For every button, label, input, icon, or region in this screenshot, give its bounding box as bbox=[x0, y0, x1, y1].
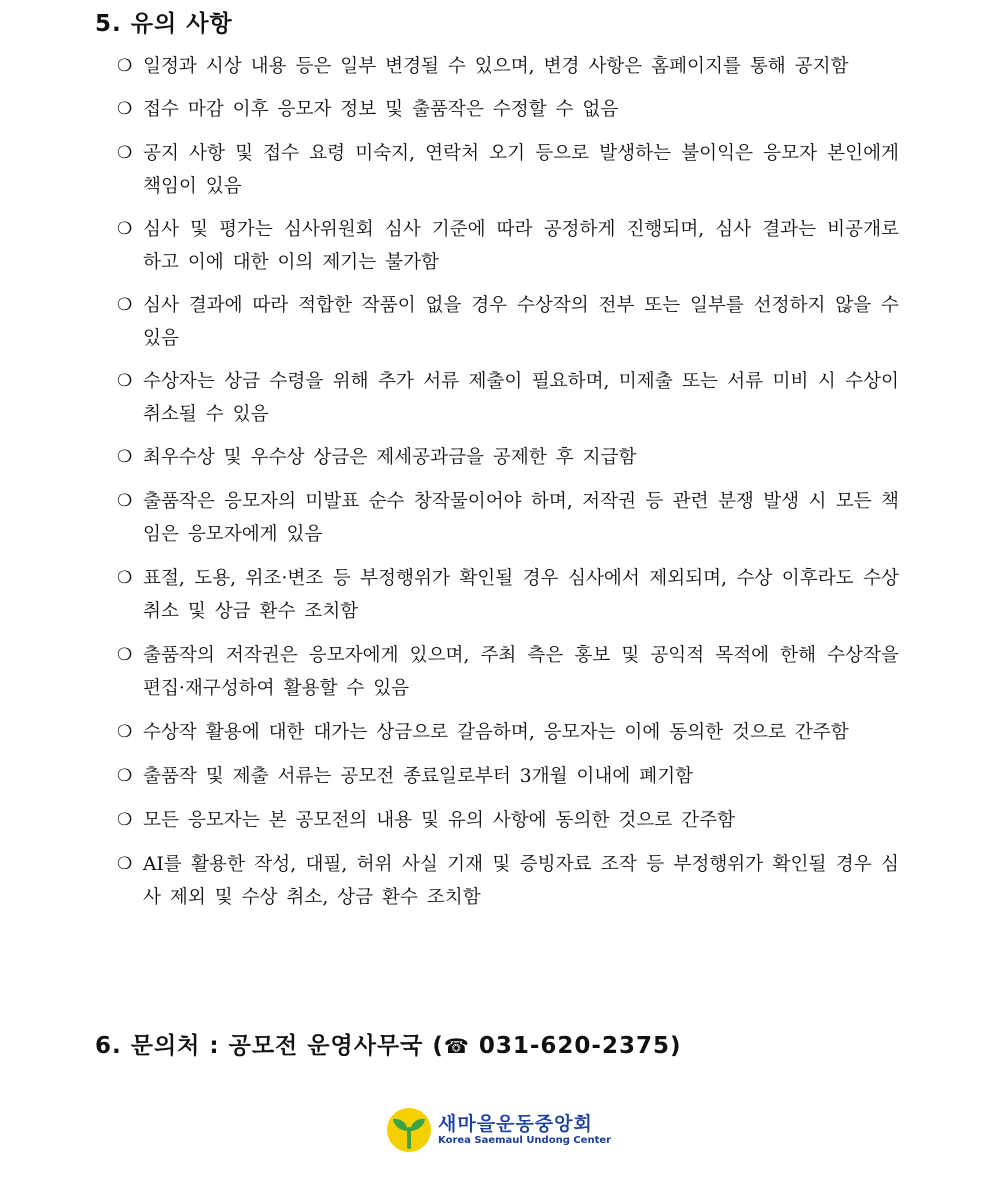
bullet-icon: ❍ bbox=[117, 295, 133, 315]
contact-heading bbox=[95, 1027, 681, 1060]
note-text: 모든 응모자는 본 공모전의 내용 및 유의 사항에 동의한 것으로 간주함 bbox=[143, 810, 736, 831]
note-item bbox=[117, 562, 899, 628]
note-text: 수상자는 상금 수령을 위해 추가 서류 제출이 필요하며, 미제출 또는 서류 미비 시 수상이 취소될 수 있음 bbox=[143, 371, 899, 425]
bullet-icon: ❍ bbox=[117, 568, 133, 588]
note-item bbox=[117, 760, 899, 793]
bullet-icon: ❍ bbox=[117, 371, 133, 391]
logo-text bbox=[438, 1113, 611, 1147]
saemaul-emblem-icon bbox=[386, 1107, 432, 1153]
contact-close: ) bbox=[669, 1033, 682, 1059]
note-item bbox=[117, 441, 899, 474]
note-text: 표절, 도용, 위조·변조 등 부정행위가 확인될 경우 심사에서 제외되며, 수상 이후라도 수상 취소 및 상금 환수 조치함 bbox=[143, 568, 899, 622]
phone-icon: ☎ bbox=[443, 1034, 470, 1058]
bullet-icon: ❍ bbox=[117, 447, 133, 467]
notes-heading: 5. 유의 사항 bbox=[95, 11, 233, 37]
contact-phone: 031-620-2375 bbox=[478, 1033, 670, 1059]
bullet-icon: ❍ bbox=[117, 219, 133, 239]
note-text: 일정과 시상 내용 등은 일부 변경될 수 있으며, 변경 사항은 홈페이지를 통해 공지함 bbox=[143, 56, 849, 77]
note-item bbox=[117, 639, 899, 705]
contact-label: 6. 문의처 : 공모전 운영사무국 ( bbox=[95, 1033, 444, 1059]
bullet-icon: ❍ bbox=[117, 56, 133, 76]
note-text: AI를 활용한 작성, 대필, 허위 사실 기재 및 증빙자료 조작 등 부정행위가 확인될 경우 심사 제외 및 수상 취소, 상금 환수 조치함 bbox=[143, 854, 899, 908]
note-text: 출품작은 응모자의 미발표 순수 창작물이어야 하며, 저작권 등 관련 분쟁 발생 시 모든 책임은 응모자에게 있음 bbox=[143, 491, 899, 545]
bullet-icon: ❍ bbox=[117, 491, 133, 511]
note-text: 수상작 활용에 대한 대가는 상금으로 갈음하며, 응모자는 이에 동의한 것으로 간주함 bbox=[143, 722, 849, 743]
bullet-icon: ❍ bbox=[117, 854, 133, 874]
note-item bbox=[117, 289, 899, 355]
note-item bbox=[117, 716, 899, 749]
note-text: 공지 사항 및 접수 요령 미숙지, 연락처 오기 등으로 발생하는 불이익은 응모자 본인에게 책임이 있음 bbox=[143, 143, 899, 197]
note-text: 출품작 및 제출 서류는 공모전 종료일로부터 3개월 이내에 폐기함 bbox=[143, 766, 694, 787]
notes-list bbox=[117, 50, 899, 925]
bullet-icon: ❍ bbox=[117, 99, 133, 119]
note-text: 심사 결과에 따라 적합한 작품이 없을 경우 수상작의 전부 또는 일부를 선정하지 않을 수 있음 bbox=[143, 295, 899, 349]
note-item bbox=[117, 804, 899, 837]
bullet-icon: ❍ bbox=[117, 722, 133, 742]
note-item bbox=[117, 848, 899, 914]
bullet-icon: ❍ bbox=[117, 143, 133, 163]
note-item bbox=[117, 137, 899, 203]
logo-name-en: Korea Saemaul Undong Center bbox=[438, 1135, 612, 1146]
note-text: 접수 마감 이후 응모자 정보 및 출품작은 수정할 수 없음 bbox=[143, 99, 619, 120]
organization-logo bbox=[386, 1107, 611, 1153]
note-item bbox=[117, 93, 899, 126]
note-item bbox=[117, 365, 899, 431]
note-text: 최우수상 및 우수상 상금은 제세공과금을 공제한 후 지급함 bbox=[143, 447, 637, 468]
note-item bbox=[117, 485, 899, 551]
note-text: 출품작의 저작권은 응모자에게 있으며, 주최 측은 홍보 및 공익적 목적에 한해 수상작을 편집·재구성하여 활용할 수 있음 bbox=[143, 645, 899, 699]
bullet-icon: ❍ bbox=[117, 766, 133, 786]
bullet-icon: ❍ bbox=[117, 645, 133, 665]
note-item bbox=[117, 50, 899, 83]
note-item bbox=[117, 213, 899, 279]
logo-name-ko: 새마을운동중앙회 bbox=[438, 1113, 593, 1135]
bullet-icon: ❍ bbox=[117, 810, 133, 830]
note-text: 심사 및 평가는 심사위원회 심사 기준에 따라 공정하게 진행되며, 심사 결과는 비공개로 하고 이에 대한 이의 제기는 불가함 bbox=[143, 219, 899, 273]
